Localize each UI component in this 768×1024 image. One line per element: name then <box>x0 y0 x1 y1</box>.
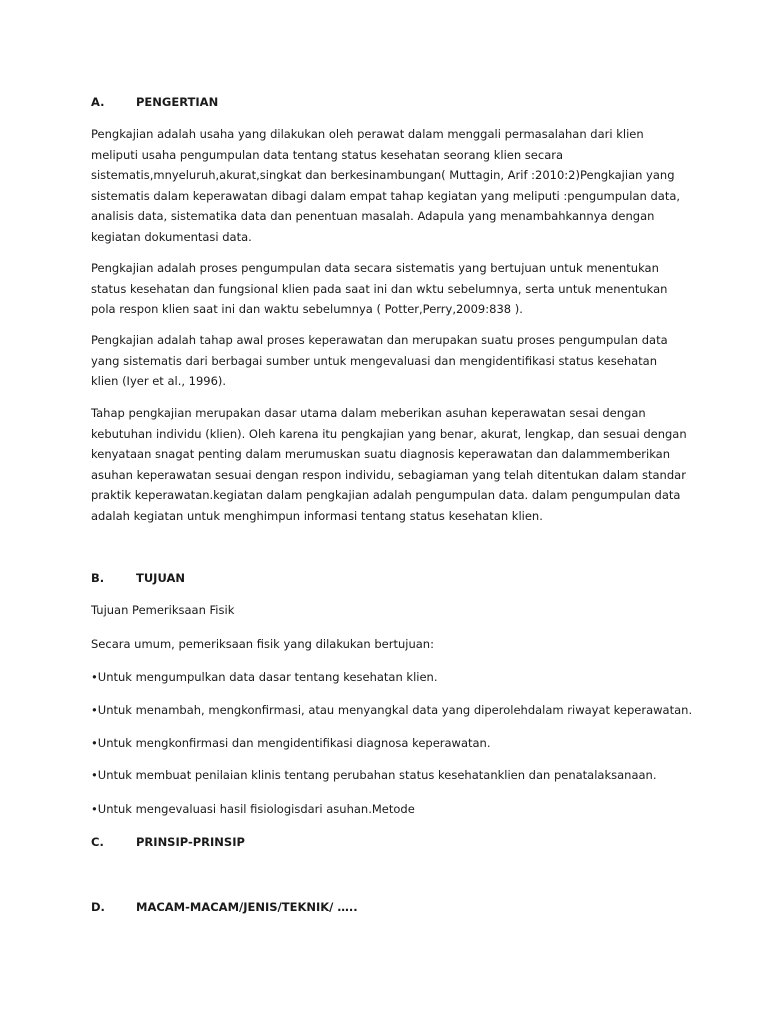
section-d-title: MACAM-MACAM/JENIS/TEKNIK/ ….. <box>136 900 358 914</box>
section-a-title: PENGERTIAN <box>136 95 219 109</box>
section-b-bullet-2: •Untuk menambah, mengkonfirmasi, atau menyangkal data yang diperolehdalam riwayat keperawatan. <box>91 703 693 717</box>
section-a-paragraph-3: Pengkajian adalah tahap awal proses keperawatan dan merupakan suatu proses pengumpulan data yang sistematis dari berbagai sumber untuk mengevaluasi dan mengidentifikasi status kesehatan klien (Iyer et al., 1996). <box>91 333 668 388</box>
section-a-heading <box>91 95 218 109</box>
section-b-title: TUJUAN <box>136 571 185 585</box>
section-b-subtitle: Tujuan Pemeriksaan Fisik <box>91 603 235 617</box>
section-b-bullet-1: •Untuk mengumpulkan data dasar tentang kesehatan klien. <box>91 670 438 684</box>
section-a-letter: A. <box>91 95 105 109</box>
section-a-paragraph-4: Tahap pengkajian merupakan dasar utama dalam meberikan asuhan keperawatan sesai dengan kebutuhan individu (klien). Oleh karena itu pengkajian yang benar, akurat, lengkap, dan sesuai dengan kenyataan snagat penting dalam merumuskan suatu diagnosis keperawatan dan dalammemberikan asuhan keperawatan sesuai dengan respon individu, sebagiaman yang telah ditentukan dalam standar praktik keperawatan.kegiatan dalam pengkajian adalah pengumpulan data. dalam pengumpulan data adalah kegiatan untuk menghimpun informasi tentang status kesehatan klien. <box>91 406 687 523</box>
section-b-heading <box>91 571 185 585</box>
section-b-bullet-5: •Untuk mengevaluasi hasil fisiologisdari asuhan.Metode <box>91 802 415 816</box>
section-b-bullet-3: •Untuk mengkonfirmasi dan mengidentifikasi diagnosa keperawatan. <box>91 736 491 750</box>
section-c-letter: C. <box>91 835 104 849</box>
section-b-letter: B. <box>91 571 105 585</box>
section-a-paragraph-1: Pengkajian adalah usaha yang dilakukan oleh perawat dalam menggali permasalahan dari klien meliputi usaha pengumpulan data tentang status kesehatan seorang klien secara sistematis,mnyeluruh,akurat,singkat dan berkesinambungan( Muttagin, Arif :2010:2)Pengkajian yang sistematis dalam keperawatan dibagi dalam empat tahap kegiatan yang meliputi :pengumpulan data, analisis data, sistematika data dan penentuan masalah. Adapula yang menambahkannya dengan kegiatan dokumentasi data. <box>91 127 681 244</box>
section-d-heading <box>91 900 358 914</box>
section-b-bullet-4: •Untuk membuat penilaian klinis tentang perubahan status kesehatanklien dan penatalaksanaan. <box>91 768 657 782</box>
section-b-intro: Secara umum, pemeriksaan fisik yang dilakukan bertujuan: <box>91 637 434 651</box>
section-c-heading <box>91 835 245 849</box>
section-a-paragraph-2: Pengkajian adalah proses pengumpulan data secara sistematis yang bertujuan untuk menentukan status kesehatan dan fungsional klien pada saat ini dan wktu sebelumnya, serta untuk menentukan pola respon klien saat ini dan waktu sebelumnya ( Potter,Perry,2009:838 ). <box>91 261 668 316</box>
section-d-letter: D. <box>91 900 105 914</box>
section-c-title: PRINSIP-PRINSIP <box>136 835 245 849</box>
